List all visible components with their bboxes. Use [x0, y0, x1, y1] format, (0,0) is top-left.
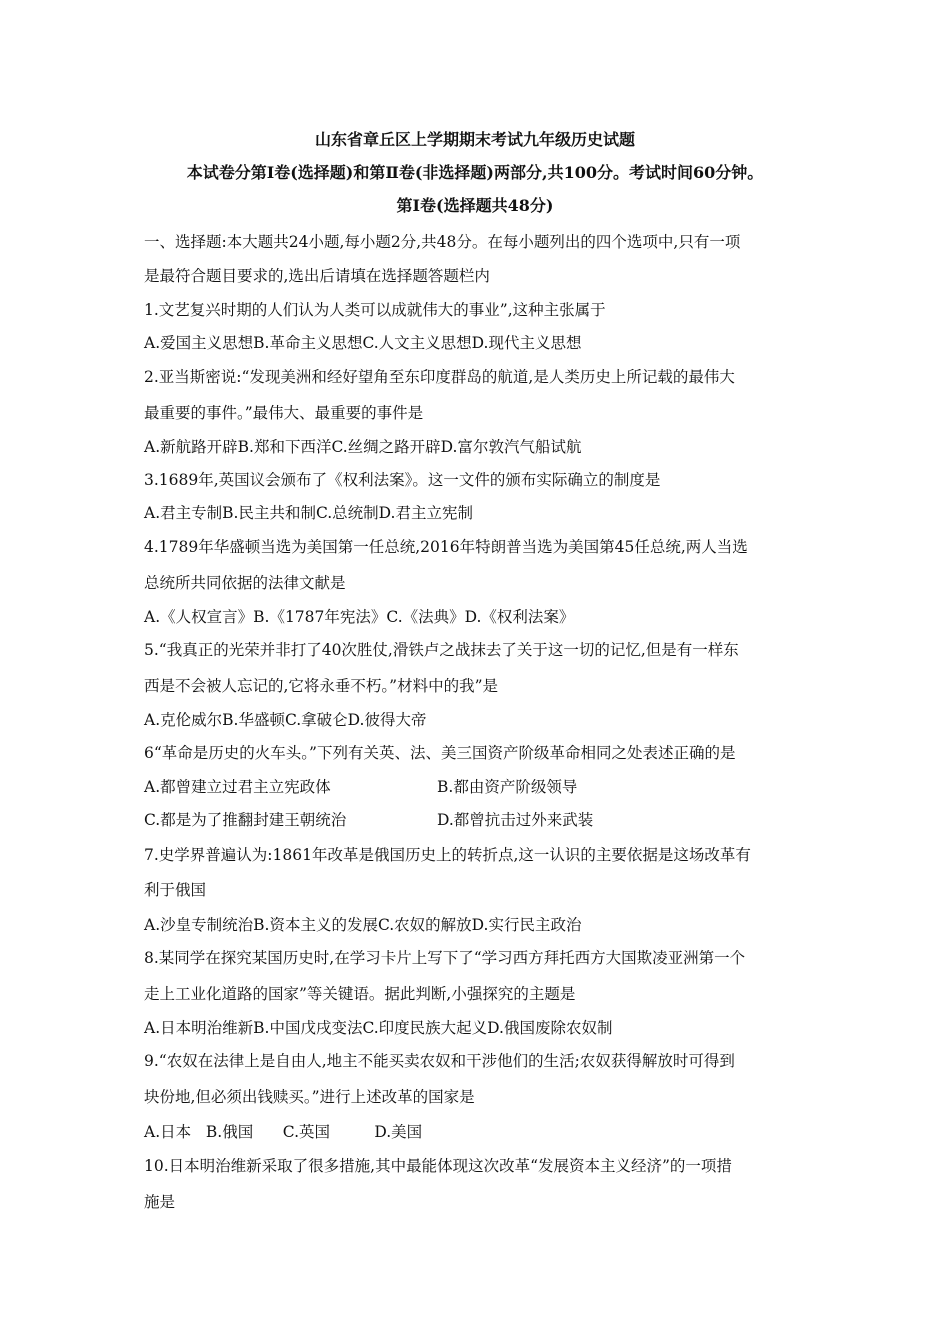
question-10-stem-line-2: 施是 — [144, 1193, 176, 1211]
section-heading: 第Ⅰ卷(选择题共48分) — [396, 196, 554, 215]
exam-subtitle: 本试卷分第Ⅰ卷(选择题)和第Ⅱ卷(非选择题)两部分,共100分。考试时间60分钟。 — [186, 163, 764, 182]
question-3-stem: 3.1689年,英国议会颁布了《权利法案》。这一文件的颁布实际确立的制度是 — [144, 471, 661, 489]
question-6-option-c: C.都是为了推翻封建王朝统治 — [144, 811, 347, 829]
question-6-option-d: D.都曾抗击过外来武装 — [437, 811, 594, 829]
question-9-options: A.日本 B.俄国 C.英国 D.美国 — [144, 1123, 423, 1141]
instructions-line-1: 一、选择题:本大题共24小题,每小题2分,共48分。在每小题列出的四个选项中,只有一项 — [144, 233, 741, 251]
question-9-stem-line-2: 块份地,但必须出钱赎买。”进行上述改革的国家是 — [144, 1088, 475, 1106]
question-5-options: A.克伦威尔B.华盛顿C.拿破仑D.彼得大帝 — [144, 711, 427, 729]
question-2-options: A.新航路开辟B.郑和下西洋C.丝绸之路开辟D.富尔敦汽气船试航 — [144, 438, 582, 456]
question-10-stem-line-1: 10.日本明治维新采取了很多措施,其中最能体现这次改革“发展资本主义经济”的一项措 — [144, 1157, 732, 1175]
question-1-stem: 1.文艺复兴时期的人们认为人类可以成就伟大的事业”,这种主张属于 — [144, 301, 606, 319]
question-6-option-b: B.都由资产阶级领导 — [437, 778, 578, 796]
question-8-options: A.日本明治维新B.中国戊戌变法C.印度民族大起义D.俄国废除农奴制 — [144, 1019, 613, 1037]
question-7-stem-line-2: 利于俄国 — [144, 881, 207, 899]
question-3-options: A.君主专制B.民主共和制C.总统制D.君主立宪制 — [144, 504, 473, 522]
question-6-options-row-2 — [144, 808, 346, 830]
question-6-options-row-1 — [144, 775, 331, 797]
question-5-stem-line-2: 西是不会被人忘记的,它将永垂不朽。”材料中的我”是 — [144, 677, 499, 695]
question-8-stem-line-2: 走上工业化道路的国家”等关键语。据此判断,小强探究的主题是 — [144, 985, 576, 1003]
question-4-options: A.《人权宣言》B.《1787年宪法》C.《法典》D.《权利法案》 — [144, 608, 575, 626]
question-7-options: A.沙皇专制统治B.资本主义的发展C.农奴的解放D.实行民主政治 — [144, 916, 582, 934]
question-7-stem-line-1: 7.史学界普遍认为:1861年改革是俄国历史上的转折点,这一认识的主要依据是这场改革有 — [144, 846, 751, 864]
question-4-stem-line-2: 总统所共同依据的法律文献是 — [144, 574, 346, 592]
question-6-option-a: A.都曾建立过君主立宪政体 — [144, 778, 331, 796]
question-6-stem: 6“革命是历史的火车头。”下列有关英、法、美三国资产阶级革命相同之处表述正确的是 — [144, 744, 736, 762]
question-2-stem-line-1: 2.亚当斯密说:“发现美洲和经好望角至东印度群岛的航道,是人类历史上所记载的最伟大 — [144, 368, 735, 386]
instructions-line-2: 是最符合题目要求的,选出后请填在选择题答题栏内 — [144, 267, 490, 285]
question-4-stem-line-1: 4.1789年华盛顿当选为美国第一任总统,2016年特朗普当选为美国第45任总统,两人当选 — [144, 538, 748, 556]
question-5-stem-line-1: 5.“我真正的光荣并非打了40次胜仗,滑铁卢之战抹去了关于这一切的记忆,但是有一样东 — [144, 641, 739, 659]
question-2-stem-line-2: 最重要的事件。”最伟大、最重要的事件是 — [144, 404, 424, 422]
question-9-stem-line-1: 9.“农奴在法律上是自由人,地主不能买卖农奴和干涉他们的生活;农奴获得解放时可得到 — [144, 1052, 735, 1070]
question-1-options: A.爱国主义思想B.革命主义思想C.人文主义思想D.现代主义思想 — [144, 334, 582, 352]
exam-title: 山东省章丘区上学期期末考试九年级历史试题 — [314, 130, 635, 149]
question-8-stem-line-1: 8.某同学在探究某国历史时,在学习卡片上写下了“学习西方拜托西方大国欺凌亚洲第一个 — [144, 949, 746, 967]
